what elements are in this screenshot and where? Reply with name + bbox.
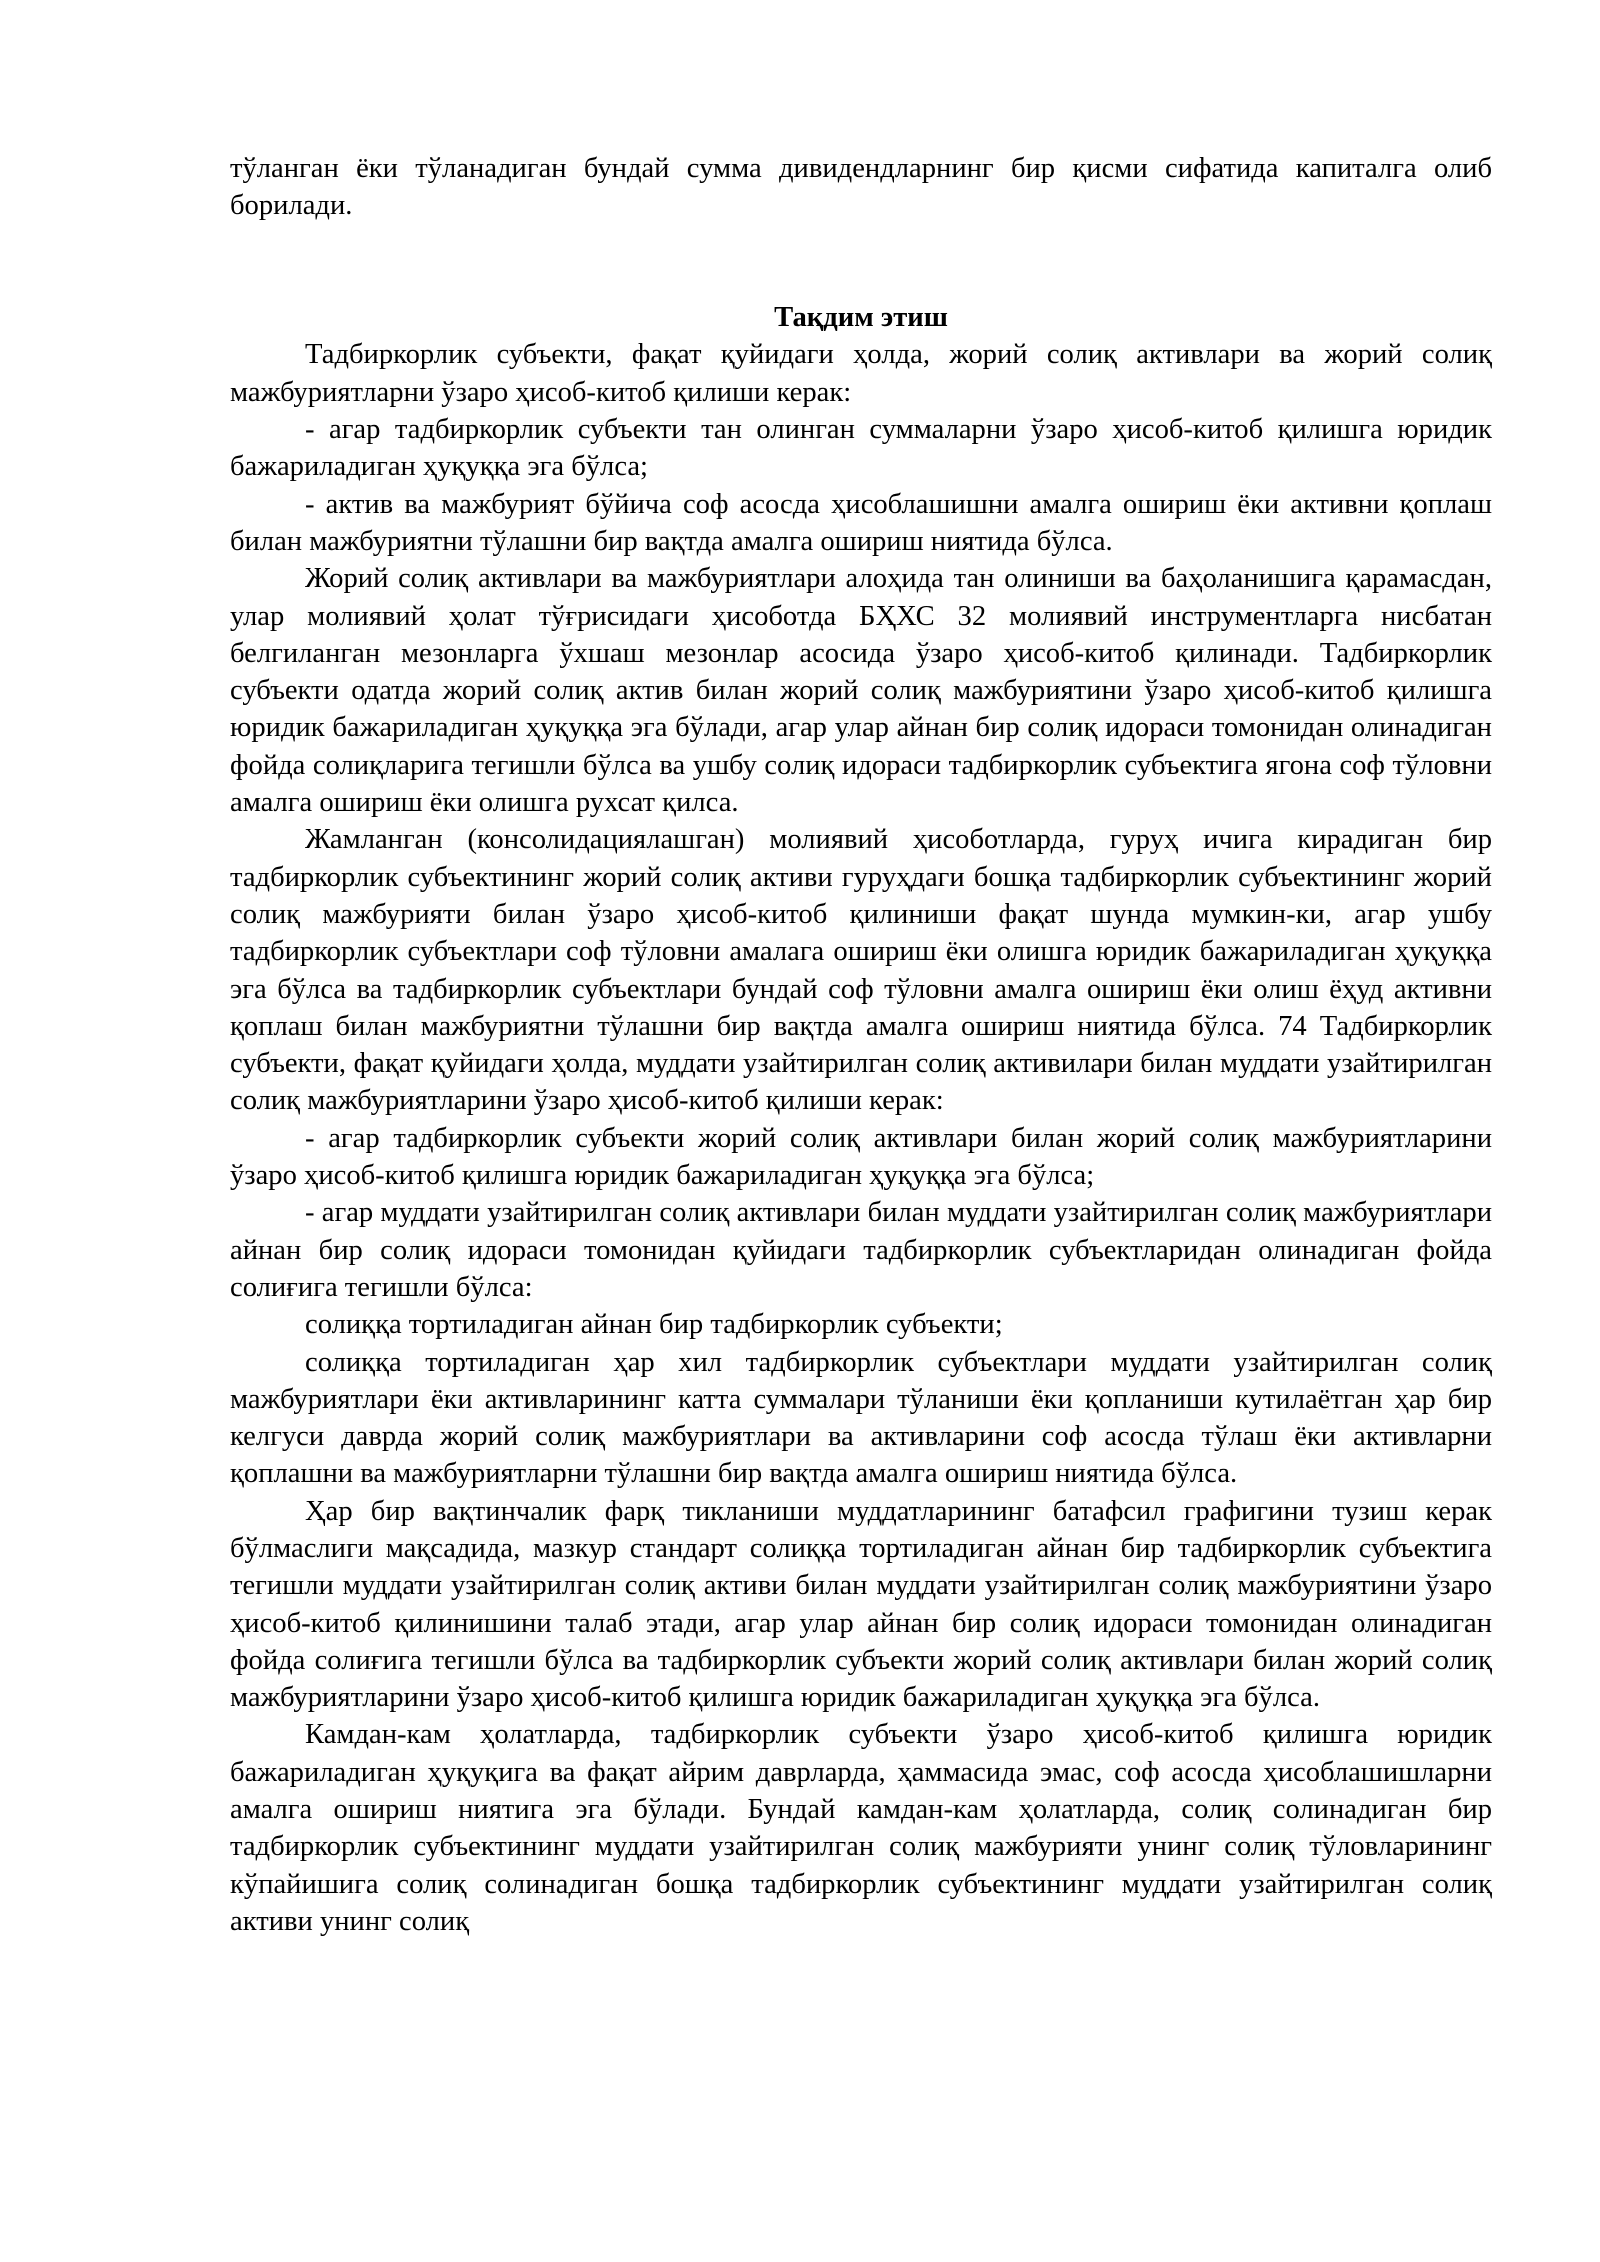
section-heading: Тақдим этиш (774, 302, 948, 334)
list-item: солиққа тортиладиган айнан бир тадбиркорлик субъекти; (305, 1309, 1003, 1341)
list-item: - агар муддати узайтирилган солиқ активлари билан муддати узайтирилган солиқ мажбуриятлари айнан бир солиқ идораси томонидан қуйидаги тадбиркорлик субъектларидан олинадиган фойда солиғига тегишли бўлса: (230, 1197, 1492, 1303)
list-item: - агар тадбиркорлик субъекти тан олинган суммаларни ўзаро ҳисоб-китоб қилишга юридик бажариладиган ҳуқуққа эга бўлса; (230, 414, 1492, 483)
list-item: солиққа тортиладиган ҳар хил тадбиркорлик субъектлари муддати узайтирилган солиқ мажбуриятлари ёки активларининг катта суммалари тўланиши ёки қопланиши кутилаётган ҳар бир келгуси даврда жорий солиқ мажбуриятлари ва активларини соф асосда тўлаш ёки активларни қоплашни ва мажбуриятларни тўлашни бир вақтда амалга ошириш ниятида бўлса. (230, 1346, 1492, 1490)
continuation-paragraph: тўланган ёки тўланадиган бундай сумма дивидендларнинг бир қисми сифатида капиталга олиб борилади. (230, 153, 1492, 222)
body-paragraph: Камдан-кам ҳолатларда, тадбиркорлик субъекти ўзаро ҳисоб-китоб қилишга юридик бажариладиган ҳуқуқига ва фақат айрим даврларда, ҳаммасида эмас, соф асосда ҳисоблашишларни амалга ошириш ниятига эга бўлади. Бундай камдан-кам ҳолатларда, солиқ солинадиган бир тадбиркорлик субъектининг муддати узайтирилган солиқ мажбурияти унинг солиқ тўловларининг кўпайишига солиқ солинадиган бошқа тадбиркорлик субъектининг муддати узайтирилган солиқ активи унинг солиқ (230, 1719, 1492, 1937)
document-page (230, 150, 1492, 1940)
body-paragraph: Жорий солиқ активлари ва мажбуриятлари алоҳида тан олиниши ва баҳоланишига қарамасдан, улар молиявий ҳолат тўғрисидаги ҳисоботда БҲХС 32 молиявий инструментларга нисбатан белгиланган мезонларга ўхшаш мезонлар асосида ўзаро ҳисоб-китоб қилинади. Тадбиркорлик субъекти одатда жорий солиқ актив билан жорий солиқ мажбуриятини ўзаро ҳисоб-китоб қилишга юридик бажариладиган ҳуқуққа эга бўлади, агар улар айнан бир солиқ идораси томонидан олинадиган фойда солиқларига тегишли бўлса ва ушбу солиқ идораси тадбиркорлик субъектига ягона соф тўловни амалга ошириш ёки олишга рухсат қилса. (230, 563, 1492, 819)
body-paragraph: Жамланган (консолидациялашган) молиявий ҳисоботларда, гуруҳ ичига кирадиган бир тадбиркорлик субъектининг жорий солиқ активи гуруҳдаги бошқа тадбиркорлик субъектининг жорий солиқ мажбурияти билан ўзаро ҳисоб-китоб қилиниши фақат шунда мумкин-ки, агар ушбу тадбиркорлик субъектлари соф тўловни амалага ошириш ёки олишга юридик бажариладиган ҳуқуққа эга бўлса ва тадбиркорлик субъектлари бундай соф тўловни амалга ошириш ёки олиш ёҳуд активни қоплаш билан мажбуриятни тўлашни бир вақтда амалга ошириш ниятида бўлса. 74 Тадбиркорлик субъекти, фақат қуйидаги ҳолда, муддати узайтирилган солиқ активилари билан муддати узайтирилган солиқ мажбуриятларини ўзаро ҳисоб-китоб қилиши керак: (230, 824, 1492, 1117)
list-item: - агар тадбиркорлик субъекти жорий солиқ активлари билан жорий солиқ мажбуриятларини ўзаро ҳисоб-китоб қилишга юридик бажариладиган ҳуқуққа эга бўлса; (230, 1122, 1492, 1192)
list-item: - актив ва мажбурият бўйича соф асосда ҳисоблашишни амалга ошириш ёки активни қоплаш билан мажбуриятни тўлашни бир вақтда амалга ошириш ниятида бўлса. (230, 488, 1492, 557)
body-paragraph: Тадбиркорлик субъекти, фақат қуйидаги ҳолда, жорий солиқ активлари ва жорий солиқ мажбуриятларни ўзаро ҳисоб-китоб қилиши керак: (230, 339, 1492, 408)
body-paragraph: Ҳар бир вақтинчалик фарқ тикланиши муддатларининг батафсил графигини тузиш керак бўлмаслиги мақсадида, мазкур стандарт солиққа тортиладиган айнан бир тадбиркорлик субъектига тегишли муддати узайтирилган солиқ активи билан муддати узайтирилган солиқ мажбуриятини ўзаро ҳисоб-китоб қилинишини талаб этади, агар улар айнан бир солиқ идораси томонидан олинадиган фойда солиғига тегишли бўлса ва тадбиркорлик субъекти жорий солиқ активлари билан жорий солиқ мажбуриятларини ўзаро ҳисоб-китоб қилишга юридик бажариладиган ҳуқуққа эга бўлса. (230, 1495, 1492, 1714)
